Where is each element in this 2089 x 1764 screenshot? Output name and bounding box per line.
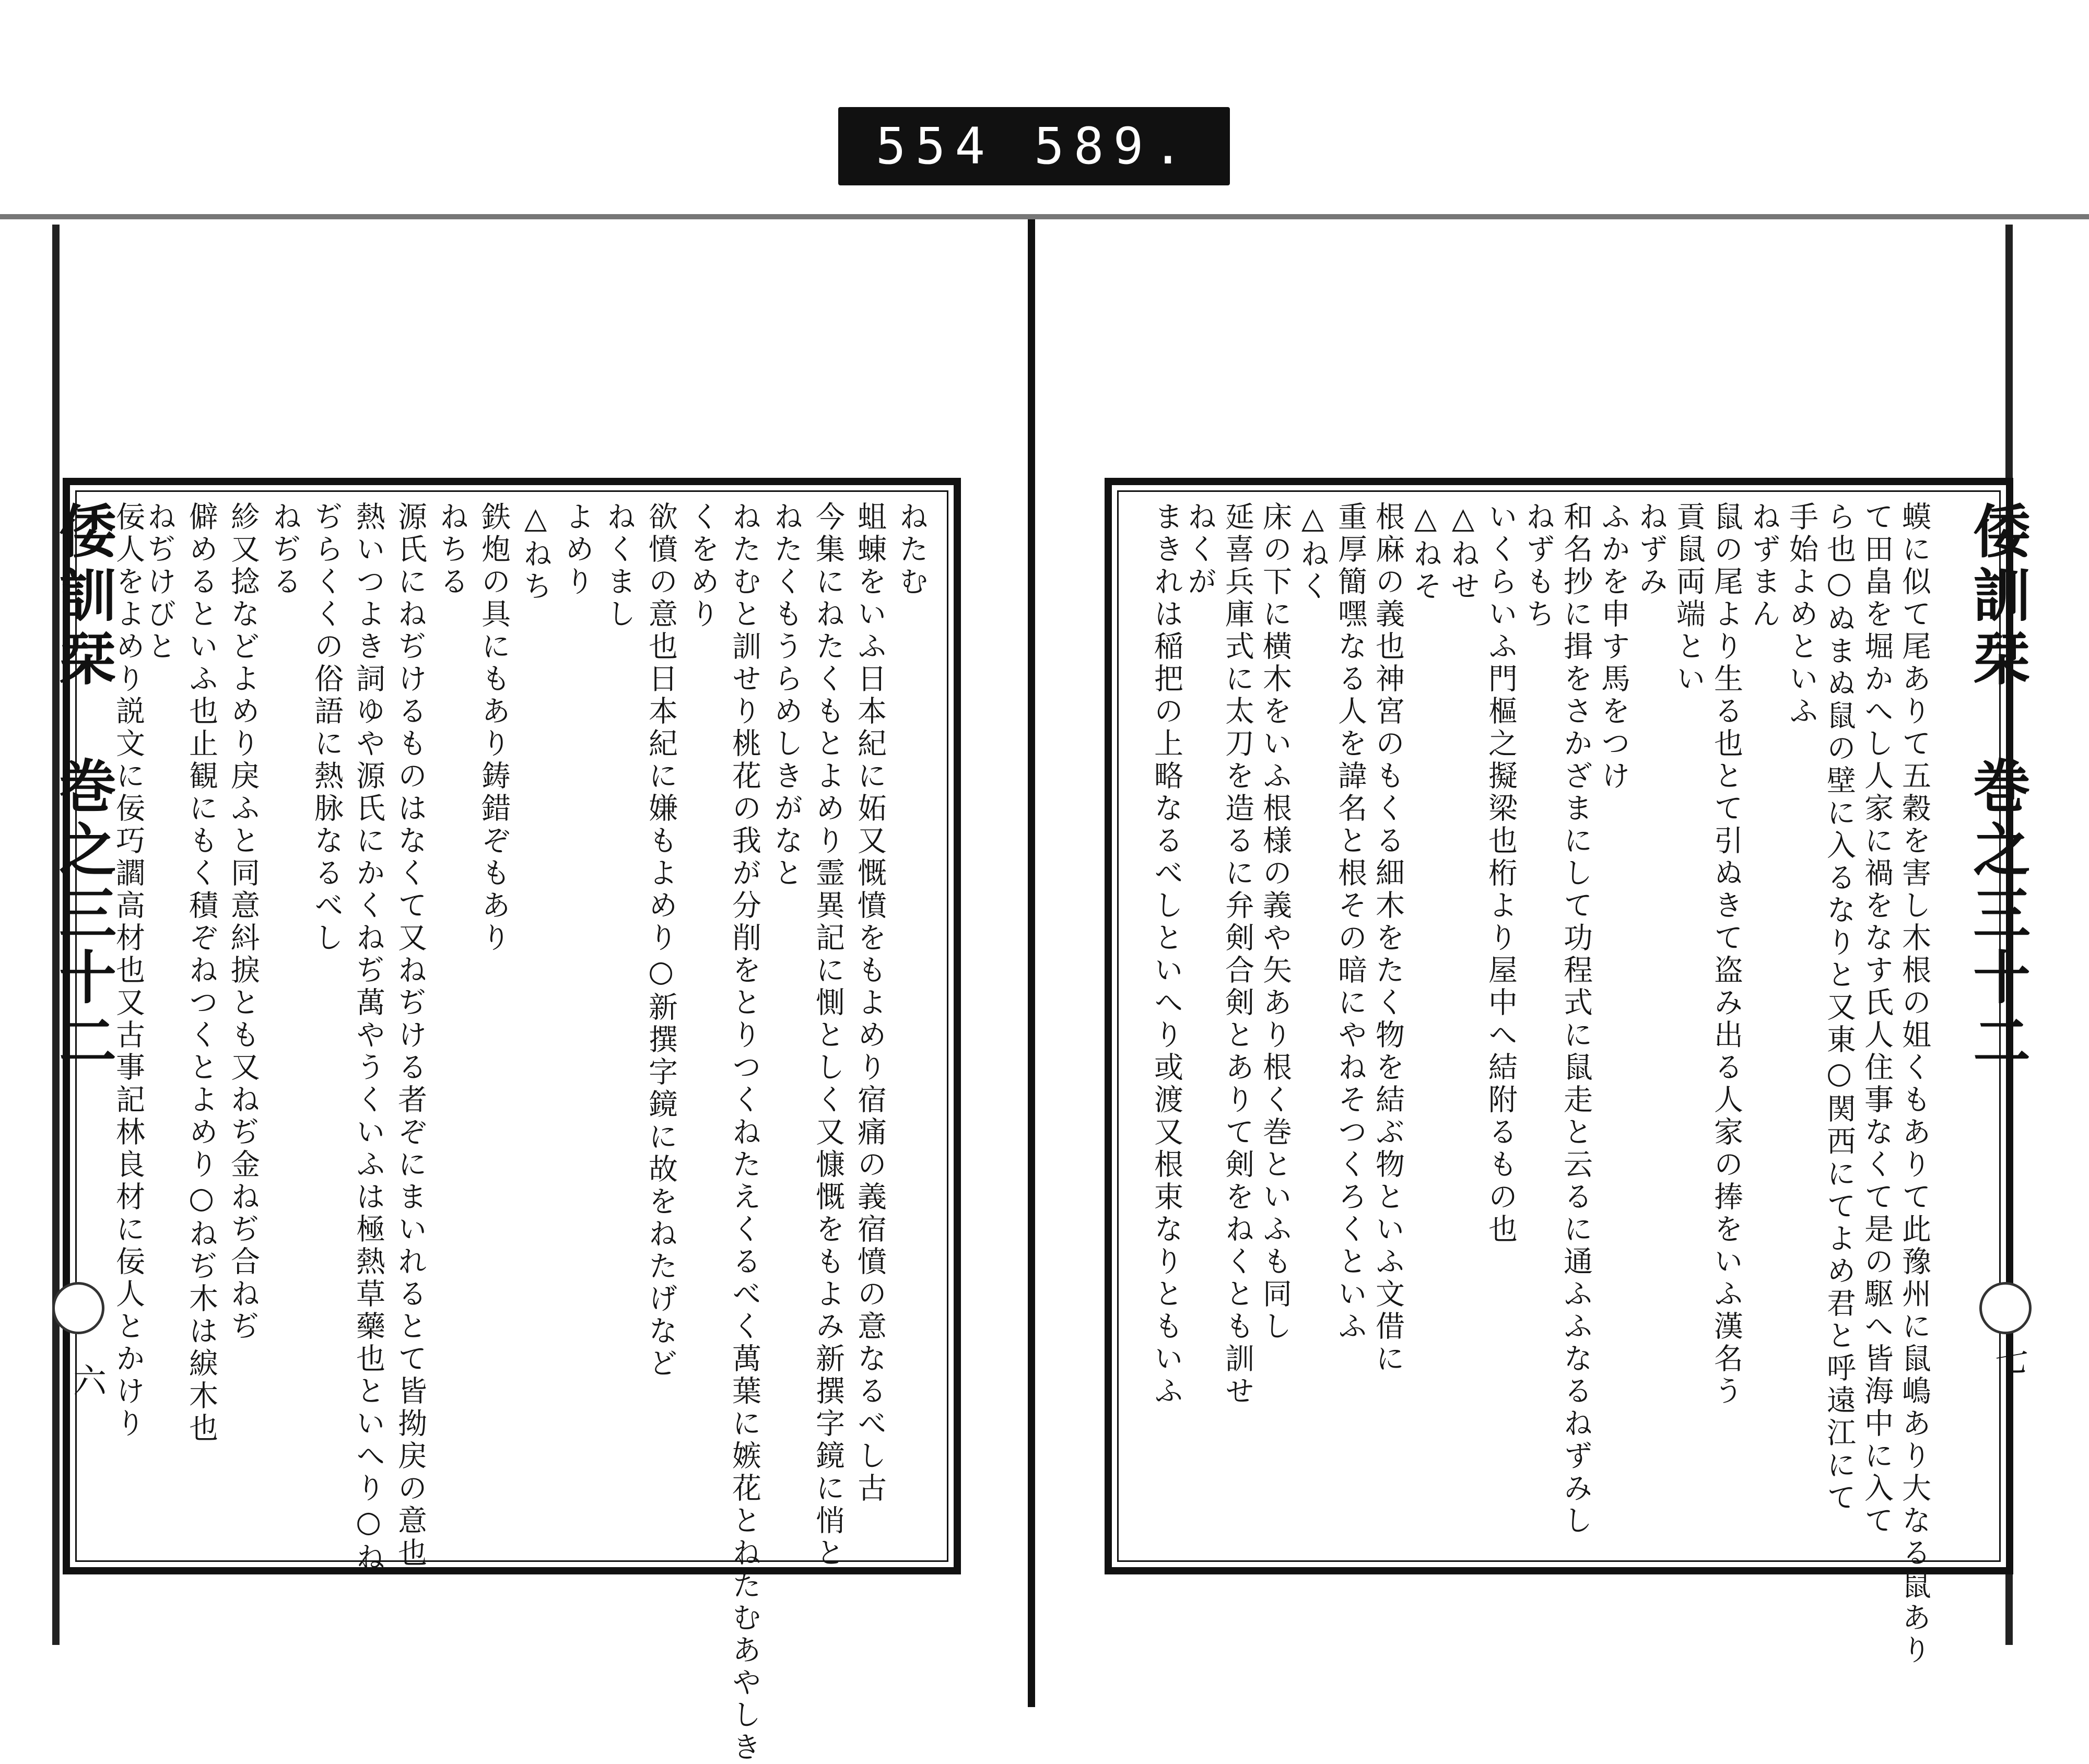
right-line-3: ら也○ぬまぬ鼠の壁に入るなりと又東○関西にてよめ君と呼遠江にて — [1822, 501, 1856, 1514]
left-line-4: ねたくもうらめしきがなと — [769, 501, 803, 890]
right-line-9: ふかを申す馬をつけ — [1597, 501, 1630, 793]
page-top-edge — [0, 214, 2089, 219]
left-line-7: 欲憤の意也日本紀に嫌もよめり○新撰字鏡に故をねたげなど — [644, 501, 678, 1380]
right-line-13: △ねせ — [1446, 501, 1480, 603]
right-line-5: ねずまん — [1747, 501, 1781, 631]
right-running-title: 倭訓栞 巻之三十二 — [1964, 501, 2031, 1075]
right-line-17: △ねく — [1296, 501, 1330, 603]
right-text-block — [1149, 501, 1932, 1667]
left-line-13: 源氏にねぢけるものはなくて又ねぢける者ぞにまいれるとて皆拗戻の意也 — [393, 501, 427, 1570]
right-line-18: 床の下に横木をいふ根様の義や矢あり根く巻といふも同し — [1258, 501, 1292, 1343]
right-folio: 七 — [1989, 1342, 2028, 1375]
left-line-9: よめり — [560, 501, 594, 598]
left-line-18: 僻めるといふ也止観にもく積ぞねつくとよめり○ねぢ木は綟木也 — [184, 501, 218, 1445]
right-line-4: 手始よめといふ — [1785, 501, 1818, 728]
book-spine — [1028, 219, 1035, 1707]
left-line-16: ねぢる — [268, 501, 302, 598]
left-line-3: 今集にねたくもとよめり霊異記に惻としく又慷慨をもよみ新撰字鏡に悄と — [811, 501, 845, 1570]
right-line-2: て田畠を堀かへし人家に禍をなす氏人住事なくて是の駆へ皆海中に入て — [1860, 501, 1894, 1537]
left-line-2: 蛆蝀をいふ日本紀に妬又慨憤をもよめり宿痛の義宿憤の意なるべし古 — [853, 501, 887, 1505]
left-line-8: ねくまし — [602, 501, 636, 631]
right-line-14: △ねそ — [1409, 501, 1442, 603]
left-running-title: 倭訓栞 巻之三十二 — [50, 501, 117, 1075]
left-line-17: 紾又捻などよめり戾ふと同意紏捩とも又ねぢ金ねぢ合ねぢ — [226, 501, 260, 1343]
left-line-14: 熱いつよき詞ゆや源氏にかくねぢ萬やうくいふは極熱草藥也といへり○ね — [351, 501, 385, 1574]
right-line-21: まきれは稲把の上略なるべしといへり或渡又根束なりともいふ — [1149, 501, 1183, 1408]
right-line-10: 和名抄に揖をさかざまにして功程式に鼠走と云るに通ふふなるねずみし — [1559, 501, 1593, 1537]
right-line-12: いくらいふ門樞之擬梁也桁より屋中へ結附るもの也 — [1484, 501, 1518, 1246]
right-line-8: ねずみ — [1634, 501, 1668, 598]
right-line-6: 鼠の尾より生る也とて引ぬきて盗み出る人家の捧をいふ漢名う — [1709, 501, 1743, 1408]
archive-number-label: 554 589. — [838, 107, 1230, 185]
right-binding-ring — [1979, 1282, 2032, 1334]
right-line-20: ねくが — [1183, 501, 1217, 598]
left-line-5: ねたむと訓せり桃花の我が分削をとりつくねたえくるべく萬葉に嫉花とねたむあやしき — [727, 501, 761, 1764]
right-line-19: 延喜兵庫式に太刀を造るに弁剣合剣とありて剣をねくとも訓せ — [1220, 501, 1254, 1408]
left-line-12: ねちる — [435, 501, 469, 598]
right-line-7: 貢鼠両端とい — [1672, 501, 1706, 696]
left-line-10: △ねち — [519, 501, 553, 603]
left-line-11: 鉄炮の具にもあり鋳錯ぞもあり — [477, 501, 511, 955]
left-line-15: ぢらくくの俗語に熱脉なるべし — [310, 501, 344, 955]
left-line-1: ねたむ — [895, 501, 929, 598]
left-line-6: くをめり — [686, 501, 720, 631]
right-line-11: ねずもち — [1521, 501, 1555, 631]
left-line-19: ねぢけびと — [143, 501, 177, 663]
left-folio: 六 — [67, 1363, 106, 1396]
left-binding-ring — [52, 1282, 104, 1334]
left-text-block — [111, 501, 930, 1764]
right-line-15: 根麻の義也神宮のもくる細木をたく物を結ぶ物といふ文借に — [1371, 501, 1405, 1375]
left-line-20: 佞人をよめり説文に佞巧讇高材也又古事記林良材に佞人とかけり — [111, 501, 145, 1440]
right-line-16: 重厚簡嘿なる人を諱名と根その暗にやねそつくろくといふ — [1333, 501, 1367, 1343]
right-line-1: 蟆に似て尾ありて五穀を害し木根の姐くもありて此豫州に鼠嶋あり大なる鼠あり — [1897, 501, 1931, 1667]
